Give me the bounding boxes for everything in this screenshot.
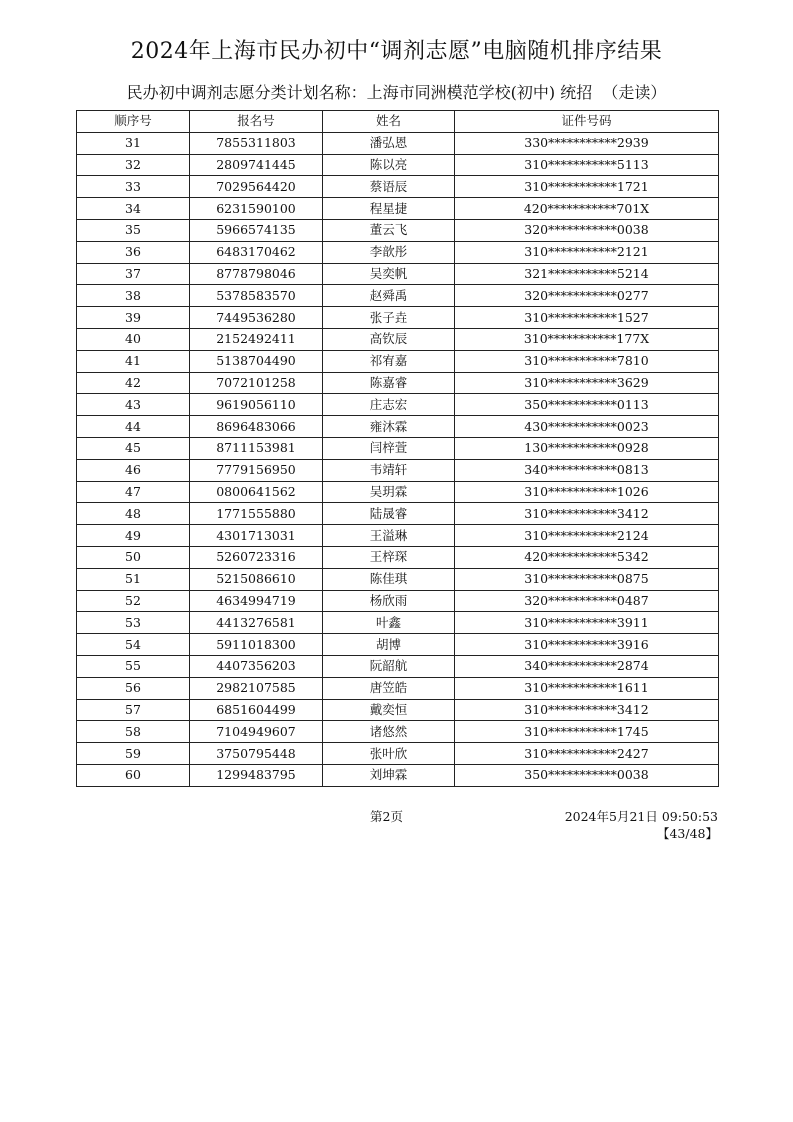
- cell-name: 王梓琛: [323, 546, 455, 568]
- cell-registration-no: 3750795448: [190, 743, 323, 765]
- page-count: 【43/48】: [656, 826, 718, 841]
- table-row: [77, 655, 719, 677]
- cell-order-no: 35: [77, 219, 190, 241]
- page-number: 第2页: [370, 809, 403, 824]
- cell-id-number: 310***********1527: [455, 307, 719, 329]
- cell-id-number: 310***********3629: [455, 372, 719, 394]
- cell-order-no: 40: [77, 328, 190, 350]
- cell-registration-no: 7029564420: [190, 176, 323, 198]
- cell-order-no: 32: [77, 154, 190, 176]
- cell-registration-no: 8711153981: [190, 437, 323, 459]
- table-row: [77, 568, 719, 590]
- table-row: [77, 743, 719, 765]
- table-row: [77, 219, 719, 241]
- cell-id-number: 340***********0813: [455, 459, 719, 481]
- table-row: [77, 525, 719, 547]
- table-row: [77, 307, 719, 329]
- cell-name: 董云飞: [323, 219, 455, 241]
- cell-order-no: 56: [77, 677, 190, 699]
- page-title: 2024年上海市民办初中“调剂志愿”电脑随机排序结果: [130, 39, 663, 64]
- table-row: [77, 241, 719, 263]
- header-order-no: 顺序号: [77, 111, 190, 133]
- cell-id-number: 310***********1611: [455, 677, 719, 699]
- cell-order-no: 54: [77, 634, 190, 656]
- cell-registration-no: 8696483066: [190, 416, 323, 438]
- cell-registration-no: 0800641562: [190, 481, 323, 503]
- cell-name: 胡博: [323, 634, 455, 656]
- cell-registration-no: 6231590100: [190, 198, 323, 220]
- cell-id-number: 340***********2874: [455, 655, 719, 677]
- school-name: 上海市同洲模范学校(初中): [366, 83, 556, 102]
- cell-registration-no: 6483170462: [190, 241, 323, 263]
- cell-order-no: 33: [77, 176, 190, 198]
- cell-name: 诸悠然: [323, 721, 455, 743]
- header-id-number: 证件号码: [455, 111, 719, 133]
- table-row: [77, 699, 719, 721]
- cell-name: 赵舜禹: [323, 285, 455, 307]
- cell-name: 戴奕恒: [323, 699, 455, 721]
- cell-id-number: 310***********2427: [455, 743, 719, 765]
- cell-name: 刘坤霖: [323, 764, 455, 786]
- cell-registration-no: 5260723316: [190, 546, 323, 568]
- table-row: [77, 634, 719, 656]
- cell-order-no: 42: [77, 372, 190, 394]
- table-row: [77, 285, 719, 307]
- cell-order-no: 52: [77, 590, 190, 612]
- table-row: [77, 677, 719, 699]
- cell-id-number: 310***********3911: [455, 612, 719, 634]
- cell-id-number: 321***********5214: [455, 263, 719, 285]
- table-row: [77, 372, 719, 394]
- cell-registration-no: 2809741445: [190, 154, 323, 176]
- cell-registration-no: 2982107585: [190, 677, 323, 699]
- table-row: [77, 198, 719, 220]
- cell-id-number: 310***********2121: [455, 241, 719, 263]
- cell-name: 韦靖轩: [323, 459, 455, 481]
- plan-name-line: [0, 80, 793, 103]
- cell-id-number: 310***********1026: [455, 481, 719, 503]
- ranking-table: [76, 110, 719, 787]
- cell-order-no: 39: [77, 307, 190, 329]
- cell-registration-no: 2152492411: [190, 328, 323, 350]
- cell-order-no: 46: [77, 459, 190, 481]
- table-row: [77, 328, 719, 350]
- cell-registration-no: 1771555880: [190, 503, 323, 525]
- cell-id-number: 320***********0277: [455, 285, 719, 307]
- table-row: [77, 394, 719, 416]
- cell-id-number: 350***********0038: [455, 764, 719, 786]
- table-row: [77, 481, 719, 503]
- attendance-mode: （走读）: [602, 83, 667, 102]
- cell-id-number: 430***********0023: [455, 416, 719, 438]
- table-row: [77, 154, 719, 176]
- cell-name: 张叶欣: [323, 743, 455, 765]
- table-row: [77, 764, 719, 786]
- cell-order-no: 43: [77, 394, 190, 416]
- cell-order-no: 50: [77, 546, 190, 568]
- cell-name: 陈佳琪: [323, 568, 455, 590]
- cell-order-no: 36: [77, 241, 190, 263]
- cell-order-no: 59: [77, 743, 190, 765]
- table-row: [77, 612, 719, 634]
- cell-order-no: 48: [77, 503, 190, 525]
- cell-id-number: 310***********2124: [455, 525, 719, 547]
- table-row: [77, 416, 719, 438]
- cell-name: 王溢琳: [323, 525, 455, 547]
- cell-order-no: 41: [77, 350, 190, 372]
- table-row: [77, 721, 719, 743]
- cell-id-number: 310***********177X: [455, 328, 719, 350]
- cell-name: 吴玥霖: [323, 481, 455, 503]
- cell-id-number: 420***********701X: [455, 198, 719, 220]
- cell-registration-no: 7449536280: [190, 307, 323, 329]
- cell-id-number: 320***********0038: [455, 219, 719, 241]
- cell-order-no: 58: [77, 721, 190, 743]
- table-row: [77, 350, 719, 372]
- plan-name-label: 民办初中调剂志愿分类计划名称：: [126, 83, 367, 102]
- table-row: [77, 459, 719, 481]
- cell-id-number: 350***********0113: [455, 394, 719, 416]
- cell-registration-no: 4407356203: [190, 655, 323, 677]
- cell-id-number: 310***********3412: [455, 503, 719, 525]
- cell-registration-no: 7072101258: [190, 372, 323, 394]
- cell-id-number: 130***********0928: [455, 437, 719, 459]
- cell-order-no: 44: [77, 416, 190, 438]
- cell-name: 叶鑫: [323, 612, 455, 634]
- cell-name: 李歆彤: [323, 241, 455, 263]
- cell-order-no: 45: [77, 437, 190, 459]
- cell-name: 潘弘恩: [323, 132, 455, 154]
- header-name: 姓名: [323, 111, 455, 133]
- cell-order-no: 57: [77, 699, 190, 721]
- cell-name: 高钦辰: [323, 328, 455, 350]
- cell-id-number: 310***********0875: [455, 568, 719, 590]
- cell-name: 雍沐霖: [323, 416, 455, 438]
- cell-order-no: 34: [77, 198, 190, 220]
- cell-id-number: 310***********5113: [455, 154, 719, 176]
- cell-order-no: 31: [77, 132, 190, 154]
- table-row: [77, 503, 719, 525]
- cell-name: 杨欣雨: [323, 590, 455, 612]
- cell-id-number: 320***********0487: [455, 590, 719, 612]
- cell-name: 唐笠皓: [323, 677, 455, 699]
- table-row: [77, 176, 719, 198]
- cell-registration-no: 5215086610: [190, 568, 323, 590]
- cell-registration-no: 5966574135: [190, 219, 323, 241]
- cell-order-no: 55: [77, 655, 190, 677]
- cell-registration-no: 5138704490: [190, 350, 323, 372]
- cell-registration-no: 1299483795: [190, 764, 323, 786]
- cell-id-number: 420***********5342: [455, 546, 719, 568]
- table-header-row: [77, 111, 719, 133]
- cell-id-number: 310***********3412: [455, 699, 719, 721]
- cell-id-number: 310***********7810: [455, 350, 719, 372]
- cell-order-no: 60: [77, 764, 190, 786]
- cell-order-no: 51: [77, 568, 190, 590]
- cell-registration-no: 4634994719: [190, 590, 323, 612]
- table-row: [77, 546, 719, 568]
- cell-name: 程星捷: [323, 198, 455, 220]
- plan-category: 统招: [560, 83, 593, 102]
- cell-name: 庄志宏: [323, 394, 455, 416]
- cell-name: 陆晟睿: [323, 503, 455, 525]
- generated-timestamp: 2024年5月21日 09:50:53: [564, 809, 718, 824]
- table-row: [77, 263, 719, 285]
- cell-registration-no: 7779156950: [190, 459, 323, 481]
- cell-registration-no: 5378583570: [190, 285, 323, 307]
- cell-name: 蔡语辰: [323, 176, 455, 198]
- table-row: [77, 132, 719, 154]
- header-registration-no: 报名号: [190, 111, 323, 133]
- cell-order-no: 38: [77, 285, 190, 307]
- cell-name: 张子垚: [323, 307, 455, 329]
- cell-registration-no: 4301713031: [190, 525, 323, 547]
- cell-id-number: 310***********1745: [455, 721, 719, 743]
- cell-order-no: 47: [77, 481, 190, 503]
- cell-registration-no: 8778798046: [190, 263, 323, 285]
- table-row: [77, 437, 719, 459]
- cell-registration-no: 6851604499: [190, 699, 323, 721]
- cell-name: 吴奕帆: [323, 263, 455, 285]
- cell-name: 陈嘉睿: [323, 372, 455, 394]
- cell-registration-no: 4413276581: [190, 612, 323, 634]
- table-row: [77, 590, 719, 612]
- cell-registration-no: 7855311803: [190, 132, 323, 154]
- cell-name: 闫梓萱: [323, 437, 455, 459]
- cell-id-number: 330***********2939: [455, 132, 719, 154]
- cell-name: 祁宥嘉: [323, 350, 455, 372]
- cell-name: 陈以亮: [323, 154, 455, 176]
- cell-id-number: 310***********3916: [455, 634, 719, 656]
- cell-order-no: 37: [77, 263, 190, 285]
- cell-name: 阮韶航: [323, 655, 455, 677]
- cell-id-number: 310***********1721: [455, 176, 719, 198]
- cell-registration-no: 5911018300: [190, 634, 323, 656]
- cell-registration-no: 9619056110: [190, 394, 323, 416]
- cell-registration-no: 7104949607: [190, 721, 323, 743]
- cell-order-no: 53: [77, 612, 190, 634]
- cell-order-no: 49: [77, 525, 190, 547]
